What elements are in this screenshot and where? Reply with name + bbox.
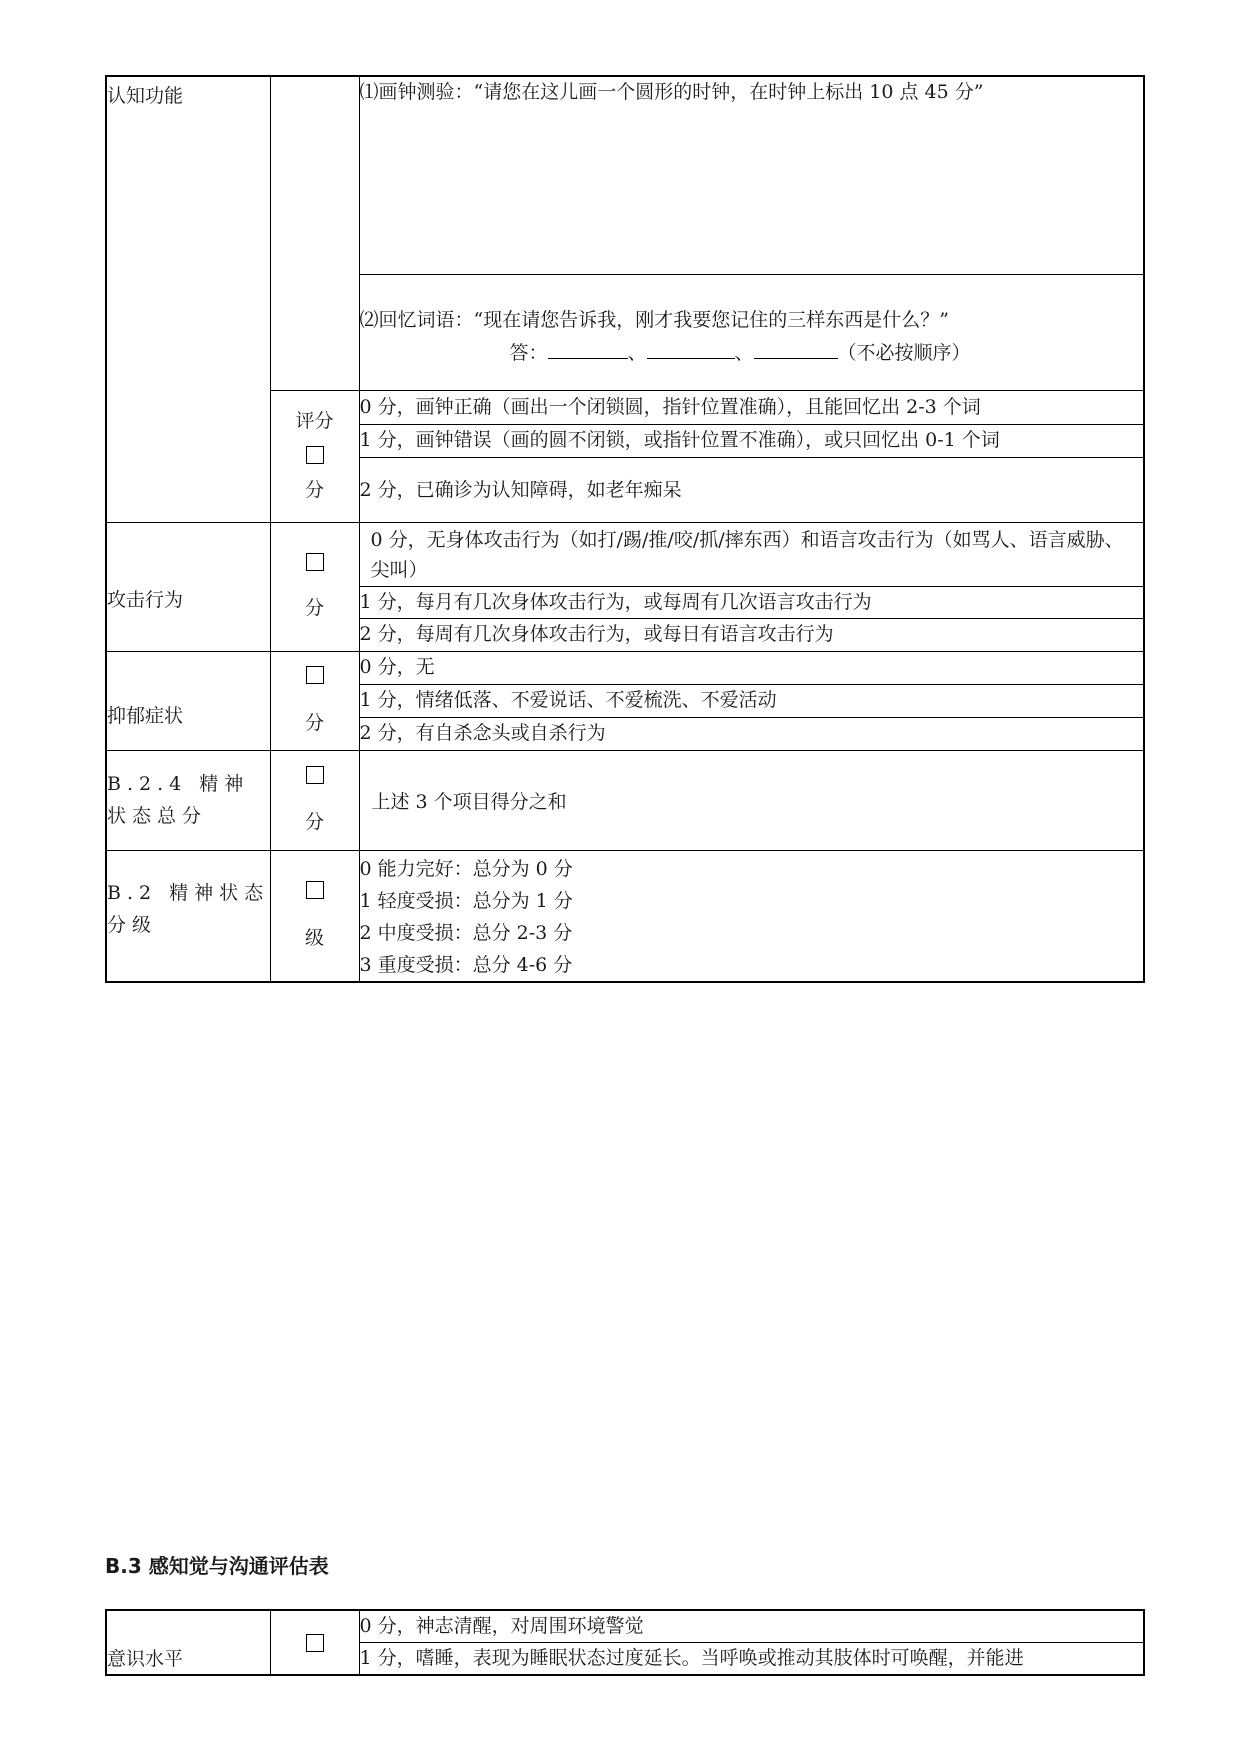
consciousness-option-1: 1 分，嗜睡，表现为睡眠状态过度延长。当呼唤或推动其肢体时可唤醒，并能进	[359, 1643, 1144, 1676]
depression-score-cell	[270, 651, 359, 750]
answer-blank-2[interactable]	[647, 342, 735, 359]
grade-unit: 级	[304, 926, 324, 949]
score-unit: 分	[304, 711, 324, 734]
depression-option-0: 0 分，无	[359, 651, 1144, 684]
depression-score-checkbox[interactable]	[306, 666, 324, 684]
grade-score-checkbox[interactable]	[306, 881, 324, 899]
grade-options-cell	[359, 850, 1144, 982]
clock-drawing-cell[interactable]	[359, 76, 1144, 274]
aggression-score-cell	[270, 522, 359, 651]
word-recall-answer-line	[360, 337, 1144, 370]
cognition-label-cell	[106, 76, 270, 522]
aggression-score-checkbox[interactable]	[306, 553, 324, 571]
depression-option-1: 1 分，情绪低落、不爱说话、不爱梳洗、不爱活动	[359, 684, 1144, 717]
grade-score-cell	[270, 850, 359, 982]
answer-separator: 、	[627, 342, 647, 364]
section-b3-title: B.3 感知觉与沟通评估表	[105, 1554, 329, 1578]
score-label: 评分	[295, 410, 334, 433]
total-score-cell	[270, 750, 359, 850]
score-unit: 分	[304, 596, 324, 619]
consciousness-label-cell	[106, 1610, 270, 1675]
answer-blank-3[interactable]	[754, 342, 838, 359]
grade-label: B.2 精神状态分级	[107, 881, 270, 936]
score-unit: 分	[304, 479, 324, 502]
consciousness-option-0: 0 分，神志清醒，对周围环境警觉	[359, 1610, 1144, 1643]
aggression-option-0: 0 分，无身体攻击行为（如打/踢/推/咬/抓/摔东西）和语言攻击行为（如骂人、语言威胁、尖叫）	[359, 522, 1144, 586]
depression-label: 抑郁症状	[107, 705, 184, 727]
consciousness-score-cell	[270, 1610, 359, 1675]
grade-option-0: 0 能力完好：总分为 0 分	[359, 857, 573, 880]
aggression-label-cell	[106, 522, 270, 651]
grade-option-2: 2 中度受损：总分 2-3 分	[359, 921, 573, 944]
consciousness-label: 意识水平	[107, 1648, 184, 1670]
aggression-option-2: 2 分，每周有几次身体攻击行为，或每日有语言攻击行为	[359, 618, 1144, 651]
answer-prefix: 答：	[509, 342, 548, 364]
cognition-option-2: 2 分，已确诊为认知障碍，如老年痴呆	[359, 457, 1144, 522]
consciousness-score-checkbox[interactable]	[306, 1634, 324, 1652]
cognition-option-0: 0 分，画钟正确（画出一个闭锁圆，指针位置准确），且能回忆出 2-3 个词	[359, 390, 1144, 424]
word-recall-cell	[359, 274, 1144, 390]
answer-separator: 、	[734, 342, 754, 364]
grade-label-cell	[106, 850, 270, 982]
answer-blank-1[interactable]	[548, 342, 628, 359]
aggression-label: 攻击行为	[107, 589, 184, 611]
aggression-option-1: 1 分，每月有几次身体攻击行为，或每周有几次语言攻击行为	[359, 586, 1144, 618]
total-desc: 上述 3 个项目得分之和	[359, 750, 1144, 850]
depression-option-2: 2 分，有自杀念头或自杀行为	[359, 717, 1144, 750]
depression-label-cell	[106, 651, 270, 750]
perception-table	[105, 1609, 1145, 1676]
total-label-cell	[106, 750, 270, 850]
cognition-label: 认知功能	[107, 85, 184, 107]
answer-suffix: （不必按顺序）	[837, 342, 971, 364]
clock-drawing-question: ⑴画钟测验：“请您在这儿画一个圆形的时钟，在时钟上标出 10 点 45 分”	[359, 81, 984, 103]
cognition-score-cell	[270, 390, 359, 522]
mental-status-table	[105, 75, 1145, 983]
score-unit: 分	[304, 811, 324, 833]
total-score-checkbox[interactable]	[306, 766, 324, 784]
grade-option-3: 3 重度受损：总分 4-6 分	[359, 953, 573, 976]
cognition-score-checkbox[interactable]	[306, 446, 324, 464]
word-recall-question: ⑵回忆词语：“现在请您告诉我，刚才我要您记住的三样东西是什么？”	[359, 309, 949, 331]
total-label: B.2.4 精神状态总分	[107, 773, 250, 827]
cognition-option-1: 1 分，画钟错误（画的圆不闭锁，或指针位置不准确），或只回忆出 0-1 个词	[359, 424, 1144, 457]
cognition-empty-cell	[270, 76, 359, 390]
grade-option-1: 1 轻度受损：总分为 1 分	[359, 889, 573, 912]
